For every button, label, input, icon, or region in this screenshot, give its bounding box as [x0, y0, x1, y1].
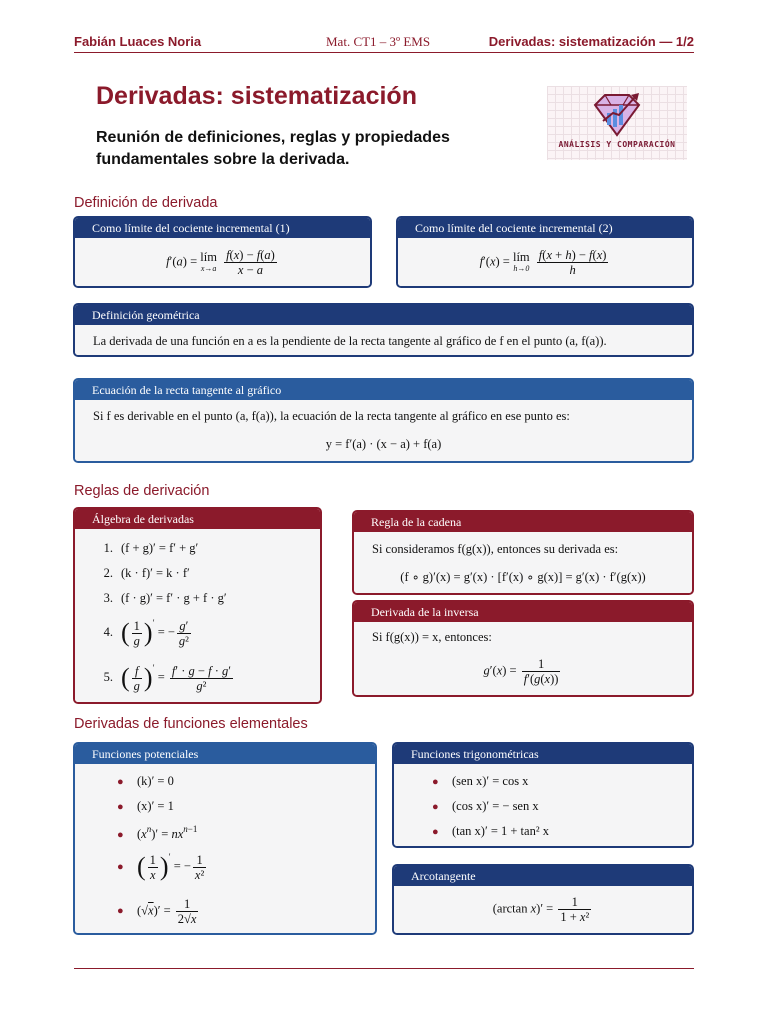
- bullet-icon: ●: [117, 776, 124, 788]
- geometrica-text: La derivada de una función en a es la pendiente de la recta tangente al gráfico de f en el punto (a, f(a)).: [93, 334, 607, 348]
- inversa-text: Si f(g(x)) = x, entonces:: [372, 630, 492, 644]
- section-elementales: Derivadas de funciones elementales: [74, 716, 308, 732]
- algebra-item-1: 1. (f + g)′ = f′ + g′: [103, 541, 199, 555]
- trig-item-3: ● (tan x)′ = 1 + tan² x: [432, 824, 549, 838]
- logo: [547, 86, 687, 160]
- box-potenciales: [73, 742, 377, 935]
- box-title: Funciones trigonométricas: [394, 744, 692, 764]
- box-trigonometricas: [392, 742, 694, 848]
- cadena-text: Si consideramos f(g(x)), entonces su derivada es:: [372, 542, 619, 556]
- box-title: Regla de la cadena: [354, 512, 692, 532]
- box-title: Ecuación de la recta tangente al gráfico: [75, 380, 692, 400]
- box-limite-2: [396, 216, 694, 288]
- header-rule: [74, 52, 694, 53]
- bullet-icon: ●: [432, 801, 439, 813]
- bullet-icon: ●: [117, 801, 124, 813]
- box-geometrica: [73, 303, 694, 357]
- page-title: Derivadas: sistematización: [96, 82, 417, 110]
- box-title: Como límite del cociente incremental (2): [398, 218, 692, 238]
- footer-rule: [74, 968, 694, 969]
- formula-limite-2: f′(x) = lím h→0 $\frac{f(x + h) - f(x)}{h}$: [479, 248, 607, 277]
- trig-item-2: ● (cos x)′ = − sen x: [432, 799, 539, 813]
- box-algebra: [73, 507, 322, 704]
- box-title: Álgebra de derivadas: [75, 509, 320, 529]
- box-tangente: [73, 378, 694, 463]
- box-inversa: [352, 600, 694, 697]
- tangente-formula: y = f′(a) · (x − a) + f(a): [325, 437, 442, 451]
- bullet-icon: ●: [117, 861, 124, 873]
- potencial-item-5: ● (√x)′ = $\frac{1}{2√x}$: [117, 897, 197, 926]
- arcotangente-formula: (arctan x)′ = $\frac{1}{\text{1 + x²}}$: [492, 895, 590, 924]
- tangente-text: Si f es derivable en el punto (a, f(a)), la ecuación de la recta tangente al gráfico en ese punto es:: [93, 409, 570, 423]
- section-reglas: Reglas de derivación: [74, 483, 210, 499]
- algebra-item-3: 3. (f · g)′ = f′ · g + f · g′: [103, 591, 227, 605]
- algebra-item-5: 5. ( $\frac{f}{g}$ )′ = $\frac{f' \cdot g - f \cdot g'}{\text{g²}}$: [103, 663, 231, 693]
- algebra-item-4: 4. ( $\frac{1}{g}$ )′ = − $\frac{g'}{\text{g²}}$: [103, 618, 189, 648]
- bullet-icon: ●: [117, 829, 124, 841]
- trig-item-1: ● (sen x)′ = cos x: [432, 774, 529, 788]
- potencial-item-2: ● (x)′ = 1: [117, 799, 174, 813]
- header-course: Mat. CT1 – 3º EMS: [326, 34, 431, 49]
- bullet-icon: ●: [432, 776, 439, 788]
- box-title: Derivada de la inversa: [354, 602, 692, 622]
- box-title: Arcotangente: [394, 866, 692, 886]
- inversa-formula: g′(x) = $\frac{1}{f'(g(x))}$: [483, 657, 559, 686]
- section-definicion: Definición de derivada: [74, 195, 218, 211]
- potencial-item-4: ● ( $\frac{1}{x}$ )′ = − $\frac{1}{\text{x²}}$: [117, 852, 205, 882]
- header-author: Fabián Luaces Noria: [74, 34, 202, 49]
- box-title: Como límite del cociente incremental (1): [75, 218, 370, 238]
- page-subtitle: Reunión de definiciones, reglas y propiedades fundamentales sobre la derivada.: [96, 129, 450, 168]
- algebra-item-2: 2. (k · f)′ = k · f′: [103, 566, 190, 580]
- potencial-item-1: ● (k)′ = 0: [117, 774, 174, 788]
- cadena-formula: (f ∘ g)′(x) = g′(x) · [f′(x) ∘ g(x)] = g′(x) · f′(g(x)): [400, 570, 646, 584]
- box-limite-1: [73, 216, 372, 288]
- logo-text: ANÁLISIS Y COMPARACIÓN: [558, 140, 676, 149]
- box-cadena: [352, 510, 694, 595]
- diamond-chart-icon: [587, 91, 647, 139]
- box-title: Funciones potenciales: [75, 744, 375, 764]
- box-title: Definición geométrica: [75, 305, 692, 325]
- formula-limite-1: f′(a) = lím x→a $\frac{f(x) - f(a)}{x - a}$: [166, 248, 275, 277]
- bullet-icon: ●: [117, 905, 124, 918]
- potencial-item-3: ● $(x^n)' = nx^{n-1}$: [117, 824, 198, 841]
- header-doc-title: Derivadas: sistematización — 1/2: [488, 34, 694, 49]
- bullet-icon: ●: [432, 826, 439, 838]
- box-arcotangente: [392, 864, 694, 935]
